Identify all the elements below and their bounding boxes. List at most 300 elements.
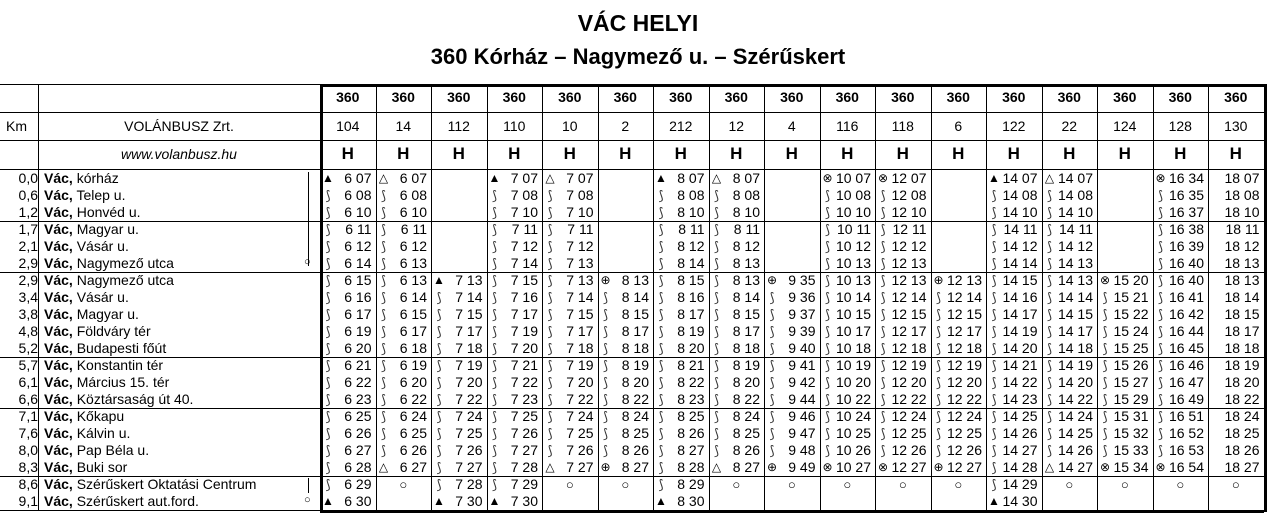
continuation-icon: ⟆ [769, 324, 775, 339]
continuation-icon: ⟆ [436, 358, 442, 373]
continuation-icon: ⟆ [991, 426, 997, 441]
continuation-icon: ⟆ [380, 290, 387, 305]
not-stopping-marker: ○ [1176, 477, 1185, 492]
departure-time [764, 425, 820, 442]
stop-town: Vác, [44, 493, 73, 509]
time-value: 15 24 [1113, 323, 1149, 339]
time-value: 12 26 [891, 442, 927, 458]
time-value: 8 25 [677, 408, 705, 424]
departure-time [764, 272, 820, 289]
stop-km: 3,8 [18, 306, 38, 322]
trip-number: 104 [336, 118, 360, 134]
time-value: 7 12 [566, 238, 594, 254]
time-value: 7 17 [566, 323, 594, 339]
continuation-icon: ⟆ [547, 188, 553, 203]
stop-label: Magyar u. [72, 221, 139, 237]
time-value: 14 25 [1002, 408, 1038, 424]
time-value: 12 25 [891, 425, 927, 441]
departure-time [598, 289, 654, 306]
departure-time [931, 289, 987, 306]
departure-time [1097, 357, 1153, 374]
departure-time [1153, 408, 1209, 425]
departure-time [598, 442, 654, 459]
departure-time [986, 289, 1042, 306]
time-value: 6 19 [399, 357, 427, 373]
hollow-triangle-icon: △ [711, 460, 722, 474]
time-value: 8 13 [732, 272, 760, 288]
time-value: 9 46 [788, 408, 816, 424]
time-value: 18 26 [1224, 442, 1260, 458]
departure-time [986, 357, 1042, 374]
time-value: 12 11 [892, 221, 927, 237]
continuation-icon: ⟆ [824, 239, 831, 254]
departure-time [487, 170, 543, 187]
continuation-icon: ⟆ [713, 358, 720, 373]
time-value: 7 26 [510, 425, 538, 441]
time-value: 16 53 [1168, 442, 1204, 458]
stop-label: Földváry tér [72, 323, 151, 339]
departure-time [598, 425, 654, 442]
departure-time [653, 289, 709, 306]
hollow-triangle-icon: △ [1044, 460, 1055, 474]
departure-time [376, 323, 432, 340]
time-value: 7 19 [455, 357, 483, 373]
trip-number: 122 [1002, 118, 1026, 134]
departure-time [598, 340, 654, 357]
time-value: 10 26 [835, 442, 871, 458]
continuation-icon: ⟆ [491, 256, 498, 271]
continuation-icon: ⟆ [1157, 273, 1164, 288]
continuation-icon: ⟆ [602, 307, 609, 322]
departure-time [542, 408, 598, 425]
departure-time [931, 425, 987, 442]
departure-time [320, 340, 376, 357]
departure-time [542, 391, 598, 408]
line-number: 360 [502, 89, 526, 105]
continuation-icon: ⟆ [1046, 239, 1053, 254]
departure-time [487, 289, 543, 306]
continuation-icon: ⟆ [547, 324, 553, 339]
time-value: 12 07 [891, 170, 927, 186]
departure-time [431, 459, 487, 476]
departure-time [986, 272, 1042, 289]
departure-time [1042, 204, 1098, 221]
departure-time [487, 255, 543, 272]
continuation-icon: ⟆ [713, 324, 720, 339]
departure-time [431, 408, 487, 425]
continuation-icon: ⟆ [1046, 256, 1053, 271]
continuation-icon: ⟆ [436, 290, 442, 305]
stop-name [44, 187, 125, 204]
continuation-icon: ⟆ [1157, 375, 1164, 390]
departure-time [986, 238, 1042, 255]
continuation-icon: ⟆ [769, 443, 775, 458]
time-value: 14 08 [1057, 187, 1093, 203]
timetable-box-top [320, 84, 1264, 87]
day-code: H [1174, 144, 1187, 163]
departure-time [709, 374, 765, 391]
departure-time [487, 493, 543, 510]
time-value: 10 14 [835, 289, 871, 305]
time-value: 16 40 [1168, 255, 1204, 271]
line-number: 360 [1224, 89, 1248, 105]
time-value: 14 14 [1002, 255, 1038, 271]
continuation-icon: ⟆ [991, 443, 997, 458]
time-value: 8 19 [621, 357, 649, 373]
filled-triangle-icon: ▲ [322, 171, 334, 185]
departure-time [542, 442, 598, 459]
continuation-icon: ⟆ [1102, 409, 1108, 424]
continuation-icon: ⟆ [935, 307, 942, 322]
departure-time [931, 357, 987, 374]
departure-time [1153, 170, 1209, 187]
hollow-triangle-icon: △ [378, 460, 389, 474]
departure-time [931, 340, 987, 357]
continuation-icon: ⟆ [325, 358, 331, 373]
time-value: 8 14 [677, 255, 705, 271]
continuation-icon: ⟆ [880, 409, 886, 424]
time-value: 9 42 [788, 374, 816, 390]
stop-km: 1,7 [18, 221, 38, 237]
continuation-icon: ⟆ [436, 409, 442, 424]
continuation-icon: ⟆ [491, 392, 498, 407]
departure-time [986, 187, 1042, 204]
continuation-icon: ⟆ [1046, 426, 1053, 441]
continuation-icon: ⟆ [658, 443, 664, 458]
departure-time [764, 374, 820, 391]
line-number: 360 [1002, 89, 1026, 105]
continuation-icon: ⟆ [436, 443, 442, 458]
time-value: 8 14 [621, 289, 649, 305]
departure-time [376, 221, 432, 238]
time-value: 6 17 [344, 306, 372, 322]
day-code: H [619, 144, 632, 163]
departure-time [820, 425, 876, 442]
continuation-icon: ⟆ [935, 324, 942, 339]
time-value: 9 39 [788, 323, 816, 339]
departure-time [1208, 221, 1264, 238]
departure-time [1097, 289, 1153, 306]
time-value: 6 29 [344, 476, 372, 492]
time-value: 10 20 [835, 374, 871, 390]
time-value: 7 08 [566, 187, 594, 203]
stop-name [44, 272, 174, 289]
departure-time [598, 459, 654, 476]
time-value: 16 38 [1168, 221, 1204, 237]
continuation-icon: ⟆ [325, 375, 331, 390]
website-link[interactable]: www.volanbusz.hu [121, 146, 237, 162]
trip-number: 4 [787, 118, 796, 134]
hollow-triangle-icon: △ [1044, 171, 1055, 185]
day-code: H [1229, 144, 1242, 163]
day-code: H [730, 144, 743, 163]
continuation-icon: ⟆ [713, 409, 720, 424]
continuation-icon: ⟆ [547, 239, 553, 254]
continuation-icon: ⟆ [1046, 222, 1053, 237]
departure-time [1208, 289, 1264, 306]
departure-time [487, 272, 543, 289]
day-code: H [674, 144, 687, 163]
departure-time [431, 476, 487, 493]
filled-triangle-icon: ▲ [988, 171, 1000, 185]
departure-time [653, 476, 709, 493]
departure-time [653, 187, 709, 204]
time-value: 7 11 [511, 221, 538, 237]
trip-number: 2 [621, 118, 630, 134]
time-value: 16 42 [1168, 306, 1204, 322]
continuation-icon: ⟆ [991, 324, 997, 339]
departure-time [376, 374, 432, 391]
continuation-icon: ⟆ [436, 477, 442, 492]
operator-name: VOLÁNBUSZ Zrt. [124, 118, 234, 134]
continuation-icon: ⟆ [380, 307, 387, 322]
time-value: 14 12 [1002, 238, 1038, 254]
stop-town: Vác, [44, 289, 73, 305]
time-value: 8 15 [732, 306, 760, 322]
stop-label: Telep u. [72, 187, 126, 203]
continuation-icon: ⟆ [658, 307, 664, 322]
departure-time [1097, 272, 1153, 289]
time-value: 8 12 [677, 238, 705, 254]
departure-time [875, 272, 931, 289]
terminus-marker: ○ [304, 256, 311, 268]
circle-x-icon: ⊗ [822, 460, 833, 474]
time-value: 12 19 [946, 357, 982, 373]
departure-time [764, 391, 820, 408]
departure-time [598, 476, 654, 493]
departure-time [1153, 221, 1209, 238]
stop-name [44, 221, 139, 238]
continuation-icon: ⟆ [991, 477, 997, 492]
stop-label: Kálvin u. [72, 425, 131, 441]
continuation-icon: ⟆ [935, 358, 942, 373]
continuation-icon: ⟆ [824, 426, 831, 441]
departure-time [653, 357, 709, 374]
departure-time [320, 255, 376, 272]
time-value: 8 16 [677, 289, 705, 305]
departure-time [487, 476, 543, 493]
day-code: H [785, 144, 798, 163]
continuation-icon: ⟆ [325, 477, 331, 492]
departure-time [653, 204, 709, 221]
continuation-icon: ⟆ [658, 256, 664, 271]
time-value: 16 47 [1168, 374, 1204, 390]
departure-time [1042, 170, 1098, 187]
line-number: 360 [1113, 89, 1137, 105]
continuation-icon: ⟆ [991, 341, 997, 356]
departure-time [1153, 323, 1209, 340]
time-value: 10 08 [835, 187, 871, 203]
time-value: 12 15 [891, 306, 927, 322]
departure-time [653, 459, 709, 476]
time-value: 8 24 [621, 408, 649, 424]
stop-town: Vác, [44, 170, 73, 186]
time-value: 7 14 [455, 289, 483, 305]
continuation-icon: ⟆ [1046, 307, 1053, 322]
time-value: 14 07 [1057, 170, 1093, 186]
departure-time [320, 272, 376, 289]
departure-time [653, 238, 709, 255]
departure-time [376, 272, 432, 289]
time-value: 10 24 [835, 408, 871, 424]
time-value: 14 07 [1002, 170, 1038, 186]
time-value: 8 13 [621, 272, 649, 288]
departure-time [487, 357, 543, 374]
time-value: 15 27 [1113, 374, 1149, 390]
departure-time [709, 187, 765, 204]
continuation-icon: ⟆ [713, 256, 720, 271]
stop-name [44, 425, 130, 442]
departure-time [931, 408, 987, 425]
stop-town: Vác, [44, 323, 73, 339]
departure-time [431, 289, 487, 306]
departure-time [1042, 306, 1098, 323]
stop-name [44, 340, 166, 357]
continuation-icon: ⟆ [380, 324, 387, 339]
departure-time [709, 170, 765, 187]
time-value: 7 18 [455, 340, 483, 356]
time-value: 16 49 [1168, 391, 1204, 407]
continuation-icon: ⟆ [713, 426, 720, 441]
time-value: 6 26 [344, 425, 372, 441]
time-value: 8 17 [677, 306, 705, 322]
continuation-icon: ⟆ [325, 409, 331, 424]
time-value: 18 10 [1224, 204, 1260, 220]
time-value: 8 20 [732, 374, 760, 390]
continuation-icon: ⟆ [658, 341, 664, 356]
time-value: 15 26 [1113, 357, 1149, 373]
time-value: 7 13 [566, 272, 594, 288]
time-value: 12 14 [946, 289, 982, 305]
departure-time [764, 306, 820, 323]
continuation-icon: ⟆ [991, 460, 997, 475]
departure-time [598, 357, 654, 374]
time-value: 18 07 [1224, 170, 1260, 186]
departure-time [431, 425, 487, 442]
stop-town: Vác, [44, 374, 73, 390]
departure-time [764, 459, 820, 476]
continuation-icon: ⟆ [547, 392, 553, 407]
continuation-icon: ⟆ [658, 460, 664, 475]
departure-time [376, 425, 432, 442]
continuation-icon: ⟆ [935, 341, 942, 356]
departure-time [709, 357, 765, 374]
time-value: 9 36 [788, 289, 816, 305]
continuation-icon: ⟆ [491, 358, 498, 373]
departure-time [764, 357, 820, 374]
line-number: 360 [891, 89, 915, 105]
day-code: H [1007, 144, 1020, 163]
departure-time [1153, 255, 1209, 272]
stop-town: Vác, [44, 340, 73, 356]
time-value: 7 14 [566, 289, 594, 305]
departure-time [542, 476, 598, 493]
time-value: 8 24 [732, 408, 760, 424]
departure-time [376, 459, 432, 476]
time-value: 7 25 [566, 425, 594, 441]
continuation-icon: ⟆ [1102, 307, 1108, 322]
continuation-icon: ⟆ [880, 239, 886, 254]
time-value: 7 21 [510, 357, 538, 373]
time-value: 10 10 [835, 204, 871, 220]
continuation-icon: ⟆ [769, 392, 775, 407]
time-value: 10 12 [835, 238, 871, 254]
departure-time [1208, 357, 1264, 374]
time-value: 12 13 [891, 255, 927, 271]
time-value: 7 27 [455, 459, 483, 475]
departure-time [431, 340, 487, 357]
continuation-icon: ⟆ [935, 409, 942, 424]
day-code: H [1118, 144, 1131, 163]
continuation-icon: ⟆ [602, 375, 609, 390]
departure-time [542, 170, 598, 187]
departure-time [1097, 391, 1153, 408]
continuation-icon: ⟆ [1157, 205, 1164, 220]
stop-town: Vác, [44, 357, 73, 373]
time-value: 6 11 [345, 221, 372, 237]
departure-time [487, 391, 543, 408]
departure-time [709, 442, 765, 459]
departure-time [320, 238, 376, 255]
time-value: 14 20 [1002, 340, 1038, 356]
departure-time [875, 357, 931, 374]
departure-time [487, 238, 543, 255]
stop-town: Vác, [44, 221, 73, 237]
time-value: 6 16 [344, 289, 372, 305]
departure-time [542, 255, 598, 272]
stop-name [44, 170, 119, 187]
time-value: 6 24 [399, 408, 427, 424]
continuation-icon: ⟆ [769, 426, 775, 441]
departure-time [820, 442, 876, 459]
departure-time [875, 459, 931, 476]
continuation-icon: ⟆ [1046, 341, 1053, 356]
departure-time [875, 221, 931, 238]
departure-time [1153, 289, 1209, 306]
departure-time [431, 323, 487, 340]
stop-town: Vác, [44, 442, 73, 458]
time-value: 18 14 [1224, 289, 1260, 305]
time-value: 8 18 [621, 340, 649, 356]
time-value: 14 18 [1057, 340, 1093, 356]
time-value: 8 18 [732, 340, 760, 356]
time-value: 6 07 [399, 170, 427, 186]
continuation-icon: ⟆ [824, 307, 831, 322]
continuation-icon: ⟆ [824, 443, 831, 458]
departure-time [542, 323, 598, 340]
time-value: 8 26 [621, 442, 649, 458]
time-value: 16 41 [1168, 289, 1204, 305]
time-value: 12 20 [946, 374, 982, 390]
continuation-icon: ⟆ [1102, 375, 1108, 390]
departure-time [1208, 204, 1264, 221]
time-value: 16 54 [1168, 459, 1204, 475]
departure-time [1042, 459, 1098, 476]
departure-time [598, 391, 654, 408]
time-value: 7 13 [455, 272, 483, 288]
continuation-icon: ⟆ [658, 290, 664, 305]
departure-time [986, 425, 1042, 442]
departure-time [653, 221, 709, 238]
trip-number: 118 [891, 118, 914, 134]
time-value: 7 16 [510, 289, 538, 305]
stop-km: 1,2 [18, 204, 38, 220]
continuation-icon: ⟆ [436, 392, 442, 407]
stop-km: 8,0 [18, 442, 38, 458]
continuation-icon: ⟆ [325, 222, 331, 237]
time-value: 7 17 [455, 323, 483, 339]
continuation-icon: ⟆ [491, 307, 498, 322]
